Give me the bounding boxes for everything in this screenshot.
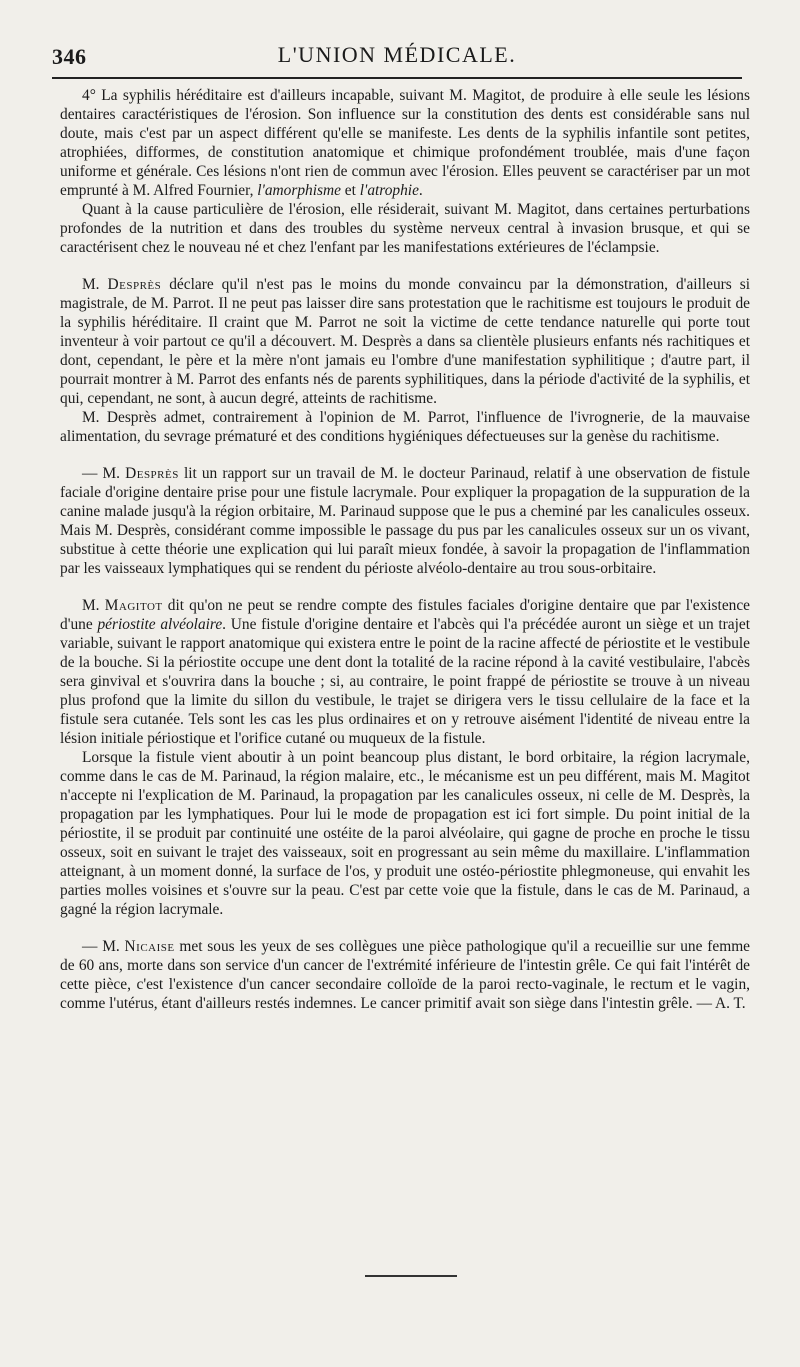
journal-title: L'UNION MÉDICALE. <box>277 42 517 67</box>
paragraph-3: M. Desprès déclare qu'il n'est pas le moins du monde convaincu par la démonstration, d'ailleurs si magistrale, de M. Parrot. Il ne peut pas laisser dire sans protestation que le rachitisme est toujours le produit de la syphilis héréditaire. Il craint que M. Parrot ne soit la victime de cette tendance naturelle qui porte tout inventeur à voir partout ce qu'il a découvert. M. Desprès a dans sa clientèle plusieurs enfants nés rachitiques et dont, cependant, le père et la mère n'ont jamais eu l'ombre d'une manifestation syphilitique ; d'autre part, il pourrait montrer à M. Parrot des enfants nés de parents syphilitiques, dans la période d'activité de la syphilis, et qui, cependant, ne sont, à aucun degré, atteints de rachitisme. <box>60 276 750 407</box>
paragraph-8: — M. Nicaise met sous les yeux de ses collègues une pièce pathologique qu'il a recueillie sur une femme de 60 ans, morte dans son service d'un cancer de l'extrémité inférieure de l'intestin grêle. Ce qui fait l'intérêt de cette pièce, c'est l'existence d'un cancer secondaire colloïde de la paroi recto-vaginale, le rectum et le vagin, comme l'utérus, étant d'ailleurs restés indemnes. Le cancer primitif avait son siège dans l'intestin grêle. — A. T. <box>60 938 750 1012</box>
paragraph-5: — M. Desprès lit un rapport sur un travail de M. le docteur Parinaud, relatif à une observation de fistule faciale d'origine dentaire prise pour une fistule lacrymale. Pour expliquer la propagation de la suppuration de la canine malade jusqu'à la région orbitaire, M. Parinaud suppose que le pus a cheminé par les canalicules osseux. Mais M. Desprès, considérant comme impossible le passage du pus par les canalicules osseux sur un os vivant, substitue à cette théorie une explication qui lui paraît mieux fondée, à savoir la propagation de l'inflammation par les vaisseaux lymphatiques qui se rendent du périoste alvéolo-dentaire au trou sous-orbitaire. <box>60 465 750 577</box>
speaker-name: Desprès <box>107 276 162 293</box>
italic-term: l'amorphisme <box>257 182 341 199</box>
page-header <box>52 36 742 76</box>
speaker-name: Nicaise <box>124 938 175 955</box>
page-number: 346 <box>52 44 87 69</box>
paragraph-4: M. Desprès admet, contrairement à l'opinion de M. Parrot, l'influence de l'ivrognerie, de la mauvaise alimentation, du sevrage prématuré et des conditions hygiéniques défectueuses sur la genèse du rachitisme. <box>60 409 750 445</box>
paragraph-2: Quant à la cause particulière de l'érosion, elle résiderait, suivant M. Magitot, dans certaines perturbations profondes de la nutrition et dans des troubles du système nerveux central à invasion brusque, et qui se caractérisent chez le nouveau né et chez l'enfant par les manifestations extérieures de l'éclampsie. <box>60 201 750 256</box>
paragraph-7: Lorsque la fistule vient aboutir à un point beancoup plus distant, le bord orbitaire, la région lacrymale, comme dans le cas de M. Parinaud, la région malaire, etc., le mécanisme est un peu différent, mais M. Magitot n'accepte ni l'explication de M. Parinaud, la propagation par les canalicules osseux, ni celle de M. Desprès, la propagation par les lymphatiques. Pour lui le mode de propagation est ici fort simple. Du point initial de la périostite, il se produit par continuité une ostéite de la paroi alvéolaire, qui gagne de proche en proche le tissu osseux, soit en suivant le trajet des vaisseaux, soit en progressant au sein même du maxillaire. L'inflammation atteignant, à un moment donné, la surface de l'os, y produit une ostéo-périostite phlegmoneuse, qui envahit les parties molles voisines et s'ouvre sur la peau. C'est par cette voie que la fistule, dans le cas de M. Parinaud, a gagné la région lacrymale. <box>60 749 750 918</box>
italic-term: l'atrophie <box>359 182 419 199</box>
paragraph-1: 4° La syphilis héréditaire est d'ailleurs incapable, suivant M. Magitot, de produire à elle seule les lésions dentaires caractéristiques de l'érosion. Son influence sur la constitution des dents est considérable sans nul doute, mais c'est par un aspect différent qu'elle se manifeste. Les dents de la syphilis infantile sont petites, atrophiées, difformes, de constitution anatomique et chimique profondément troublée, mais d'une façon uniforme et générale. Ces lésions n'ont rien de commun avec l'érosion. Elles peuvent se caractériser par un mot emprunté à M. Alfred Fournier, l'amorphisme et l'atrophie. <box>60 87 750 199</box>
speaker-name: Magitot <box>104 597 163 614</box>
paragraph-6: M. Magitot dit qu'on ne peut se rendre compte des fistules faciales d'origine dentaire que par l'existence d'une périostite alvéolaire. Une fistule d'origine dentaire et l'abcès qui l'a précédée auront un siège et un trajet variable, suivant le rapport anatomique qui existera entre le point de la racine affecté de périostite et le vestibule de la bouche. Si la périostite occupe une dent dont la totalité de la racine répond à la cavité vestibulaire, l'abcès sera ginvival et s'ouvrira dans la bouche ; si, au contraire, le point frappé de périostite se trouve à un niveau plus profond que la limite du sillon du vestibule, le trajet se dirigera vers le tissu cellulaire de la face et la fistule sera cutanée. Tels sont les cas les plus ordinaires et on y retrouve aisément l'identité de niveau entre la lésion initiale périostique et l'orifice cutané ou muqueux de la fistule. <box>60 597 751 747</box>
speaker-name: Desprès <box>125 465 179 482</box>
closing-rule <box>365 1275 457 1277</box>
header-rule <box>52 77 742 79</box>
italic-term: périostite alvéolaire <box>97 616 223 633</box>
article-body <box>60 86 750 1013</box>
